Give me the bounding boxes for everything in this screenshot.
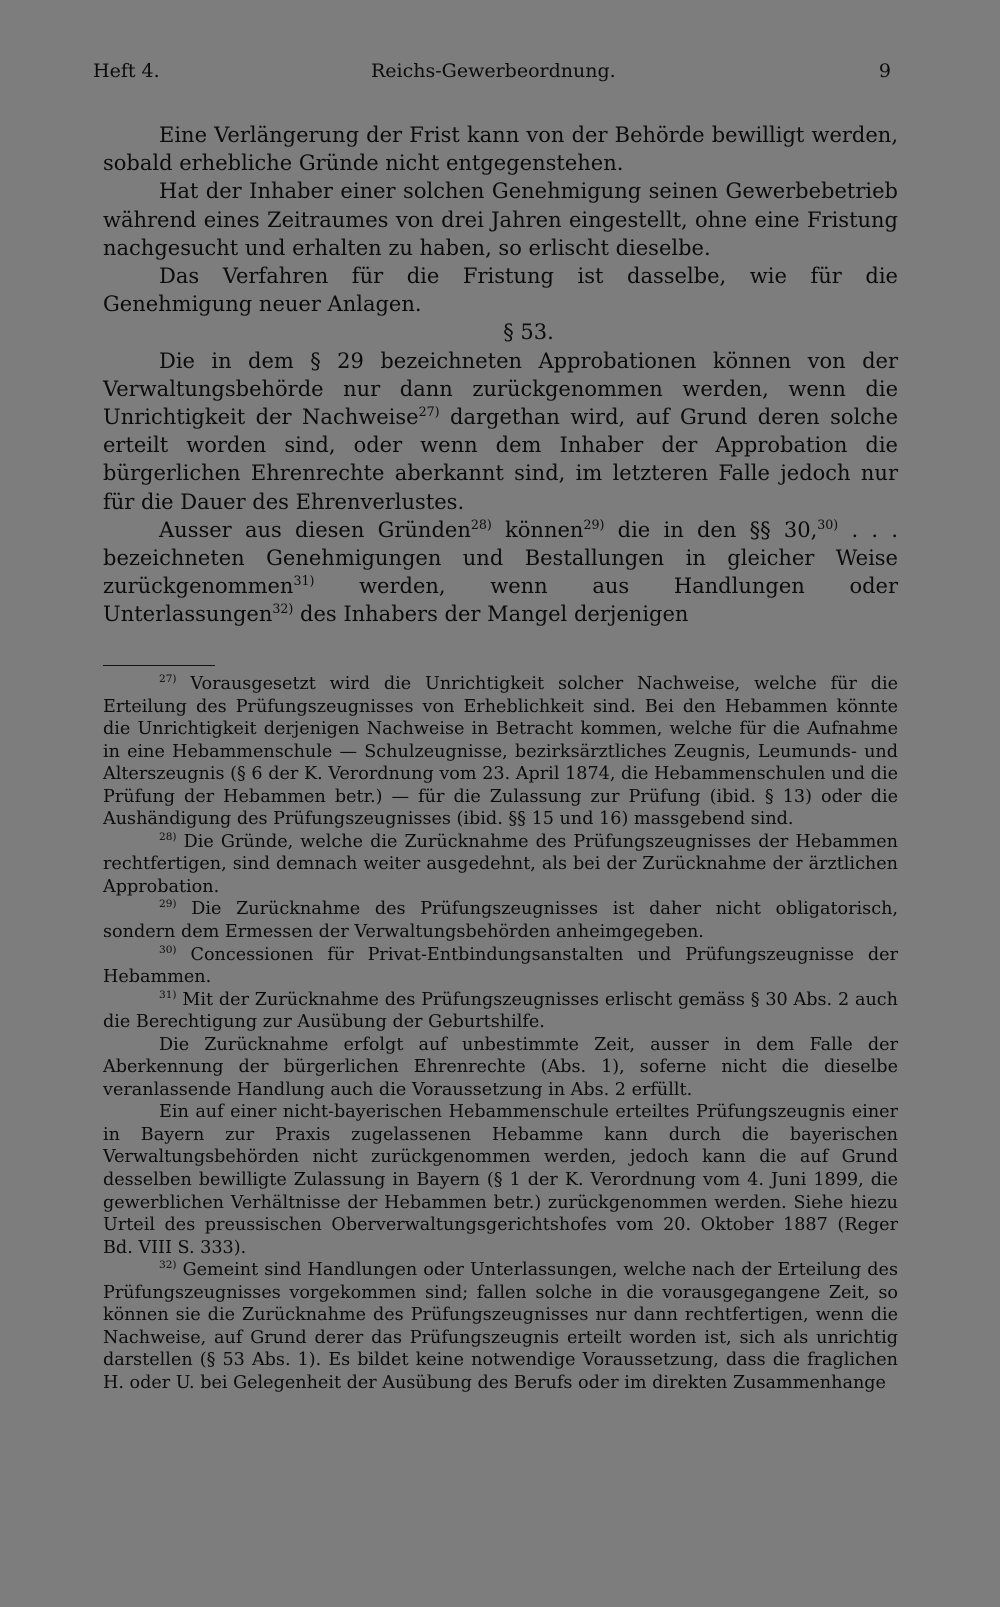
footnote-text: Gemeint sind Handlungen oder Unterlassungen, welche nach der Erteilung des Prüfungszeugnisses vorgekommen sind; fallen solche in die vorausgegangene Zeit, so können sie die Zurücknahme des Prüfungszeugnisses nur dann rechtfertigen, wenn die Nachweise, auf Grund derer das Prüfungszeugnis erteilt worden ist, sich als unrichtig darstellen (§ 53 Abs. 1). Es bildet keine notwendige Voraussetzung, dass die fraglichen H. oder U. bei Gelegenheit der Ausübung des Berufs oder im direkten Zusammenhange	[103, 1260, 898, 1393]
footnote-text: Die Zurücknahme des Prüfungszeugnisses ist daher nicht obligatorisch, sondern dem Ermessen der Verwaltungsbehörden anheimgegeben.	[103, 899, 898, 943]
paragraph: Das Verfahren für die Fristung ist dasselbe, wie für die Genehmigung neuer Anlagen.	[103, 264, 898, 317]
paragraph	[103, 347, 898, 516]
footnote-mark: 30)	[159, 943, 177, 956]
footnote-text: Concessionen für Privat-Entbindungsanstalten und Prüfungszeugnisse der Hebammen.	[103, 944, 898, 988]
footnote	[103, 831, 898, 899]
footnote-divider	[103, 665, 215, 666]
running-title: Reichs-Gewerbeordnung.	[371, 60, 616, 82]
footnote	[103, 898, 898, 943]
text-run: Die in dem § 29 bezeichneten Approbationen können von der Verwaltungsbehörde nur dann zurückgenommen werden, wenn die Unrichtigkeit der Nachweise	[103, 348, 898, 430]
footnote-text: Mit der Zurücknahme des Prüfungszeugnisses erlischt gemäss § 30 Abs. 2 auch die Berechtigung zur Ausübung der Geburtshilfe.	[103, 989, 898, 1033]
footnote-continuation	[103, 1101, 898, 1259]
footnote	[103, 673, 898, 831]
text-run: Ausser aus diesen Gründen	[159, 517, 471, 542]
footnote	[103, 989, 898, 1034]
text-run: . . . bezeichneten Genehmigungen und Bestallungen in gleicher Weise zurückgenommen	[103, 517, 898, 599]
footnote-mark: 28)	[159, 830, 177, 843]
footnote-text: Vorausgesetzt wird die Unrichtigkeit solcher Nachweise, welche für die Erteilung des Prüfungszeugnisses von Erheblichkeit sind. Bei den Hebammen könnte die Unrichtigkeit derjenigen Nachweise in Betracht kommen, welche für die Aufnahme in eine Hebammenschule — Schulzeugnisse, bezirksärztliches Zeugnis, Leumunds- und Alterszeugnis (§ 6 der K. Verordnung vom 23. April 1874, die Hebammenschulen und die Prüfung der Hebammen betr.) — für die Zulassung zur Prüfung (ibid. § 13) oder die Aushändigung des Prüfungszeugnisses (ibid. §§ 15 und 16) massgebend sind.	[103, 674, 898, 830]
paragraph: Eine Verlängerung der Frist kann von der Behörde bewilligt werden, sobald erhebliche Gründe nicht entgegenstehen.	[103, 123, 898, 176]
footnote-mark: 27)	[159, 673, 177, 686]
footnote-mark: 32)	[159, 1259, 177, 1272]
text-run: die in den §§ 30,	[604, 517, 818, 542]
text-run: werden, wenn aus Handlungen oder Unterlassungen	[103, 574, 898, 627]
text-run: dargethan wird, auf Grund deren solche erteilt worden sind, oder wenn dem Inhaber der Approbation die bürgerlichen Ehrenrechte aberkannt sind, im letzteren Falle jedoch nur für die Dauer des Ehrenverlustes.	[103, 405, 898, 514]
paragraph	[103, 516, 898, 629]
footnote-ref: 32)	[272, 601, 294, 617]
footnote	[103, 944, 898, 989]
paragraph: Hat der Inhaber einer solchen Genehmigung seinen Gewerbebetrieb während eines Zeitraumes von drei Jahren eingestellt, ohne eine Fristung nachgesucht und erhalten zu haben, so erlischt dieselbe.	[103, 179, 898, 260]
footnote-ref: 28)	[470, 516, 492, 532]
footnote-ref: 29)	[583, 516, 605, 532]
footnote	[103, 1259, 898, 1394]
footnote-ref: 27)	[418, 404, 440, 420]
running-header	[93, 60, 893, 88]
footnote-ref: 31)	[293, 573, 315, 589]
issue-label: Heft 4.	[93, 60, 160, 82]
footnote-text: Die Zurücknahme erfolgt auf unbestimmte Zeit, ausser in dem Falle der Aberkennung der bürgerlichen Ehrenrechte (Abs. 1), soferne nicht die dieselbe veranlassende Handlung auch die Voraussetzung in Abs. 2 erfüllt.	[103, 1034, 898, 1100]
footnote-text: Ein auf einer nicht-bayerischen Hebammenschule erteiltes Prüfungszeugnis einer in Bayern zur Praxis zugelassenen Hebamme kann durch die bayerischen Verwaltungsbehörden nicht zurückgenommen werden, jedoch kann die auf Grund desselben bewilligte Zulassung in Bayern (§ 1 der K. Verordnung vom 4. Juni 1899, die gewerblichen Verhältnisse der Hebammen betr.) zurückgenommen werden. Siehe hiezu Urteil des preussischen Oberverwaltungsgerichtshofes vom 20. Oktober 1887 (Reger Bd. VIII S. 333).	[103, 1102, 898, 1258]
footnote-continuation	[103, 1034, 898, 1102]
footnote-ref: 30)	[817, 516, 839, 532]
main-text	[103, 121, 898, 629]
page-number: 9	[878, 60, 891, 82]
text-run: des Inhabers der Mangel derjenigen	[293, 602, 689, 627]
footnote-mark: 29)	[159, 898, 177, 911]
footnotes	[103, 673, 898, 1395]
text-run: können	[491, 517, 584, 542]
section-heading: § 53.	[503, 320, 554, 345]
footnote-mark: 31)	[159, 988, 177, 1001]
footnote-text: Die Gründe, welche die Zurücknahme des Prüfungszeugnisses der Hebammen rechtfertigen, sind demnach weiter ausgedehnt, als bei der Zurücknahme der ärztlichen Approbation.	[103, 831, 898, 897]
